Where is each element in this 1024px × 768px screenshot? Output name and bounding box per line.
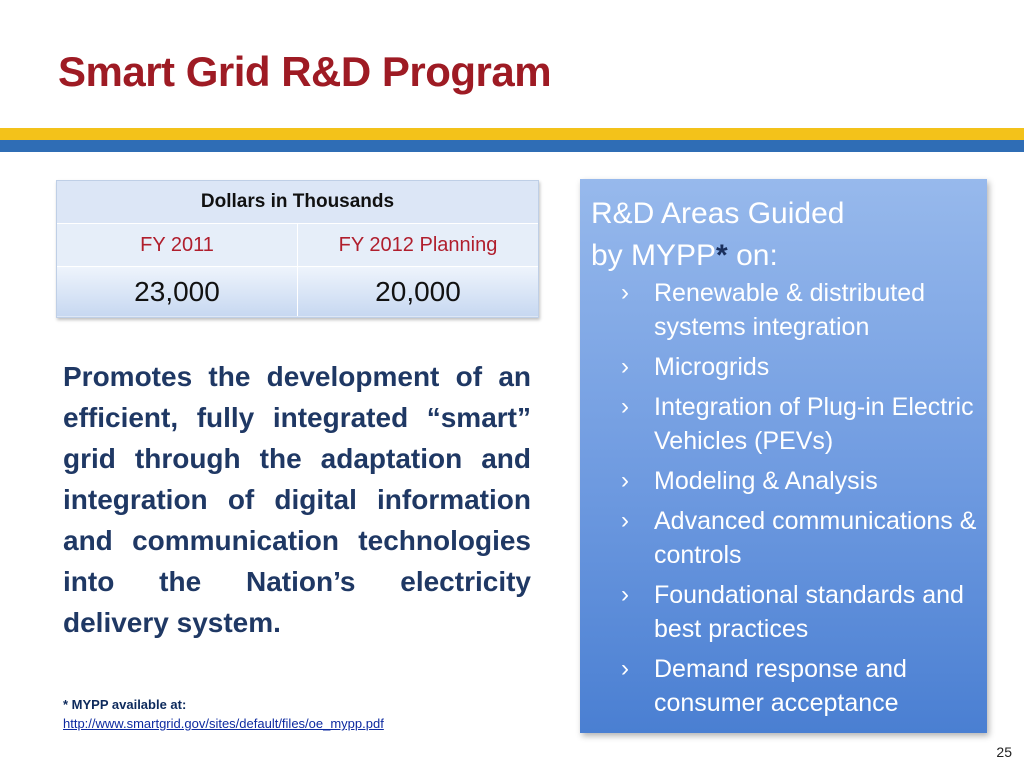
program-description: Promotes the development of an efficient, fully integrated “smart” grid through the adaptation and integration of digital information and communication technologies into the Nation’s electricity delivery system. xyxy=(63,361,531,638)
slide-title: Smart Grid R&D Program xyxy=(58,48,552,95)
header-band-yellow xyxy=(0,128,1024,140)
chevron-right-icon: › xyxy=(621,655,629,682)
page-number: 25 xyxy=(996,744,1012,760)
area-label: Modeling & Analysis xyxy=(654,467,878,495)
heading-tail: on: xyxy=(727,239,778,272)
area-label: Integration of Plug-in Electric Vehicles (PEVs) xyxy=(654,393,974,455)
footnote-star: * xyxy=(716,239,728,272)
rd-areas-box xyxy=(580,179,987,733)
mypp-link[interactable]: http://www.smartgrid.gov/sites/default/files/oe_mypp.pdf xyxy=(63,716,384,731)
list-item xyxy=(621,390,981,458)
list-item xyxy=(621,578,981,646)
list-item xyxy=(621,504,981,572)
rd-areas-heading xyxy=(591,193,844,277)
list-item xyxy=(621,350,981,384)
area-label: Foundational standards and best practices xyxy=(654,581,964,643)
chevron-right-icon: › xyxy=(621,279,629,306)
value-cell-fy2012: 20,000 xyxy=(297,267,538,316)
area-label: Microgrids xyxy=(654,353,770,381)
funding-table xyxy=(56,180,539,318)
list-item xyxy=(621,464,981,498)
area-label: Renewable & distributed systems integration xyxy=(654,279,925,341)
chevron-right-icon: › xyxy=(621,581,629,608)
year-cell-fy2011: FY 2011 xyxy=(140,233,214,256)
chevron-right-icon: › xyxy=(621,467,629,494)
funding-year-row xyxy=(57,224,538,267)
chevron-right-icon: › xyxy=(621,353,629,380)
value-cell-fy2011: 23,000 xyxy=(134,275,220,307)
heading-line1: R&D Areas Guided xyxy=(591,197,845,230)
footnote-label: * MYPP available at: xyxy=(63,697,187,712)
year-cell-fy2012: FY 2012 Planning xyxy=(297,224,538,266)
chevron-right-icon: › xyxy=(621,507,629,534)
header-band-blue xyxy=(0,140,1024,152)
list-item xyxy=(621,652,981,720)
funding-value-row xyxy=(57,267,538,316)
rd-areas-list xyxy=(621,276,981,726)
area-label: Demand response and consumer acceptance xyxy=(654,655,907,717)
area-label: Advanced communications & controls xyxy=(654,507,977,569)
list-item xyxy=(621,276,981,344)
heading-line2: by MYPP xyxy=(591,239,717,272)
funding-table-header: Dollars in Thousands xyxy=(57,181,538,224)
chevron-right-icon: › xyxy=(621,393,629,420)
